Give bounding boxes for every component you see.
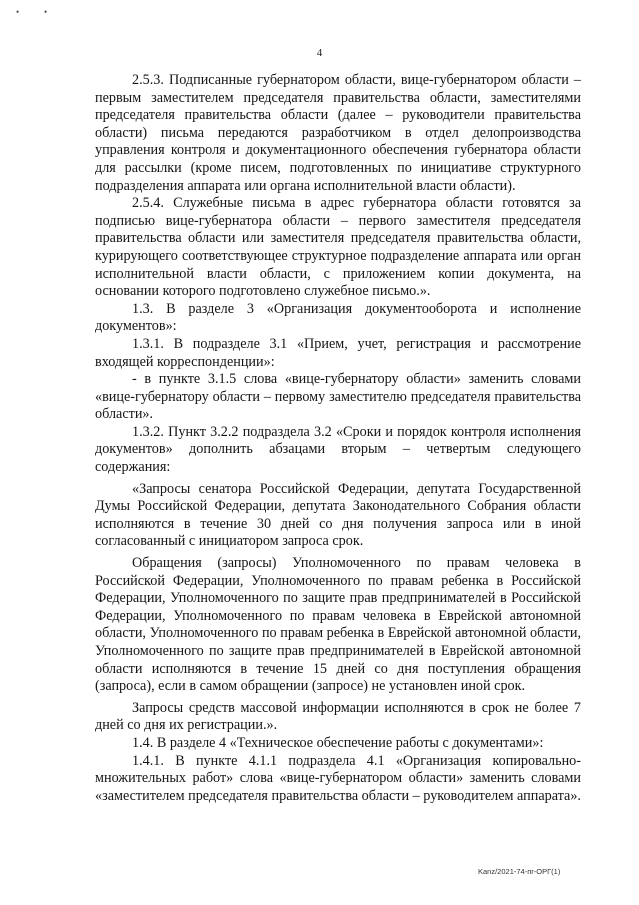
paragraph-1-3: 1.3. В разделе 3 «Организация документооборота и исполнение документов»: (95, 300, 581, 335)
document-body (95, 72, 581, 805)
paragraph-1-4-1: 1.4.1. В пункте 4.1.1 подраздела 4.1 «Организация копировально-множительных работ» слова «вице-губернатором области» заменить словами «заместителем председателя правительства области – руководителем аппарата». (95, 752, 581, 804)
paragraph-1-4: 1.4. В разделе 4 «Техническое обеспечение работы с документами»: (132, 734, 544, 751)
paragraph-quote-2: Обращения (запросы) Уполномоченного по правам человека в Российской Федерации, Уполномоченного по правам ребенка в Российской Федерации, Уполномоченного по защите прав предпринимателей в Российской Федерации, Уполномоченного по правам человека в Еврейской автономной области, Уполномоченного по правам ребенка в Еврейской автономной области, Уполномоченного по защите прав предпринимателей в Еврейской автономной области исполняются в течение 15 дней со дня поступления обращения (запроса), если в самом обращении (запросе) не установлен иной срок. (95, 555, 581, 695)
scan-mark: • (44, 7, 48, 17)
paragraph-1-3-1-item: - в пункте 3.1.5 слова «вице-губернатору области» заменить словами «вице-губернатору области – первому заместителю председателя правительства области». (95, 371, 581, 423)
footer-document-code: Kanz/2021-74-пr-OPГ(1) (478, 867, 561, 876)
scan-mark: • (16, 7, 20, 17)
page-number: 4 (316, 47, 323, 59)
paragraph-1-3-2: 1.3.2. Пункт 3.2.2 подраздела 3.2 «Сроки и порядок контроля исполнения документов» дополнить абзацами вторым – четвертым следующего содержания: (95, 423, 581, 476)
paragraph-quote-3: Запросы средств массовой информации исполняются в срок не более 7 дней со дня их регистрации.». (95, 699, 581, 734)
paragraph-2-5-3: 2.5.3. Подписанные губернатором области, вице-губернатором области – первым заместителем председателя правительства области, заместителями председателя правительства области (далее – руководители правительства области) письма передаются разработчиком в отдел делопроизводства управления контроля и документационного обеспечения губернатора области для рассылки (кроме писем, подготовленных по инициативе структурного подразделения аппарата или органа исполнительной власти области). (95, 72, 581, 194)
paragraph-2-5-4: 2.5.4. Служебные письма в адрес губернатора области готовятся за подписью вице-губернатора области – первого заместителя председателя правительства области или заместителя председателя правительства области, курирующего соответствующее структурное подразделение аппарата или орган исполнительной власти области, с приложением копии документа, на основании которого подготовлено служебное письмо.». (95, 195, 581, 300)
paragraph-1-3-1: 1.3.1. В подразделе 3.1 «Прием, учет, регистрация и рассмотрение входящей корреспонденции»: (95, 335, 581, 370)
paragraph-quote-1: «Запросы сенатора Российской Федерации, депутата Государственной Думы Российской Федерации, депутата Законодательного Собрания области исполняются в течение 30 дней со дня получения запроса или в иной согласованный с инициатором запроса срок. (95, 480, 581, 550)
